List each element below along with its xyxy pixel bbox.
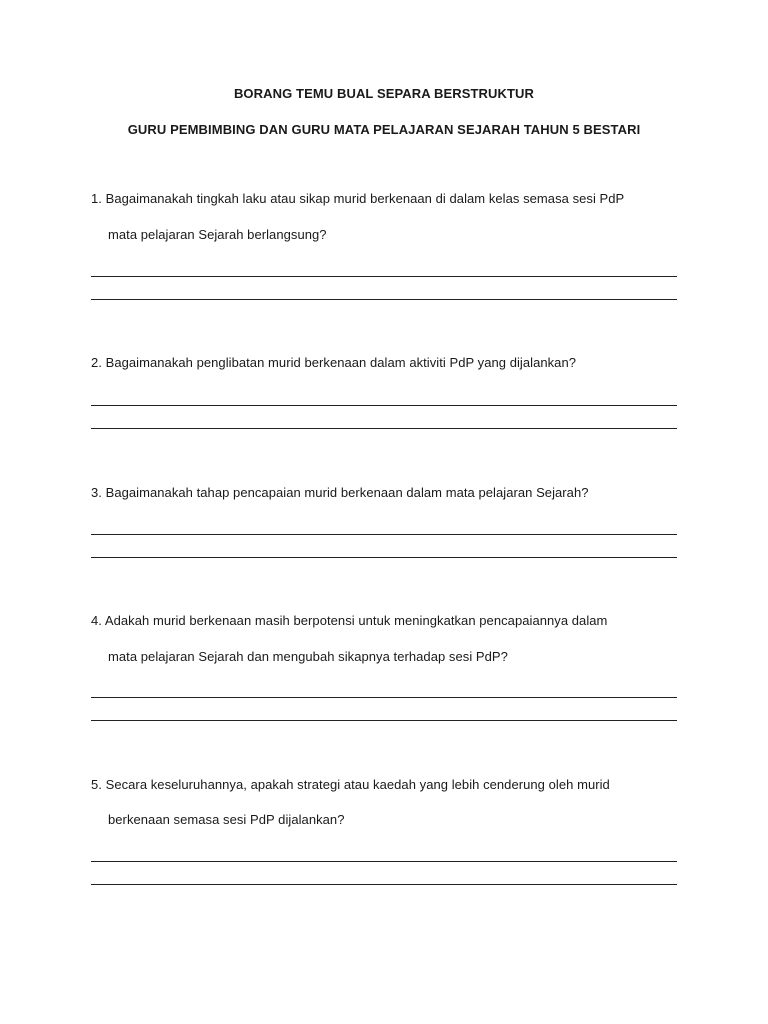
- question-1-answer-line-1[interactable]: [91, 276, 677, 277]
- question-1-text: 1. Bagaimanakah tingkah laku atau sikap murid berkenaan di dalam kelas semasa sesi PdP: [91, 191, 625, 206]
- document-subtitle: GURU PEMBIMBING DAN GURU MATA PELAJARAN SEJARAH TAHUN 5 BESTARI: [127, 122, 641, 137]
- question-3-answer-line-1[interactable]: [91, 534, 677, 535]
- question-5-answer-line-2[interactable]: [91, 884, 677, 885]
- document-title: BORANG TEMU BUAL SEPARA BERSTRUKTUR: [233, 86, 535, 101]
- question-4-answer-line-1[interactable]: [91, 697, 677, 698]
- question-4-answer-line-2[interactable]: [91, 720, 677, 721]
- question-2-answer-line-2[interactable]: [91, 428, 677, 429]
- question-2-answer-line-1[interactable]: [91, 405, 677, 406]
- question-4-text: 4. Adakah murid berkenaan masih berpotensi untuk meningkatkan pencapaiannya dalam: [91, 613, 608, 628]
- question-5-answer-line-1[interactable]: [91, 861, 677, 862]
- question-4-text-continued: mata pelajaran Sejarah dan mengubah sikapnya terhadap sesi PdP?: [108, 649, 508, 664]
- question-1-answer-line-2[interactable]: [91, 299, 677, 300]
- question-1-text-continued: mata pelajaran Sejarah berlangsung?: [108, 227, 327, 242]
- question-3-text: 3. Bagaimanakah tahap pencapaian murid berkenaan dalam mata pelajaran Sejarah?: [91, 485, 589, 500]
- question-5-text-continued: berkenaan semasa sesi PdP dijalankan?: [108, 812, 345, 827]
- question-2-text: 2. Bagaimanakah penglibatan murid berkenaan dalam aktiviti PdP yang dijalankan?: [91, 355, 577, 370]
- question-3-answer-line-2[interactable]: [91, 557, 677, 558]
- question-5-text: 5. Secara keseluruhannya, apakah strategi atau kaedah yang lebih cenderung oleh murid: [91, 777, 610, 792]
